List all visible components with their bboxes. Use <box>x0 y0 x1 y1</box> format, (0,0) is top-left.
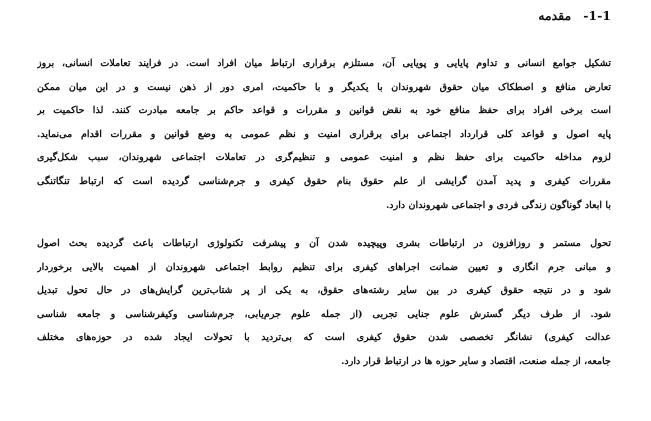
text-line: شود. از طرف دیگر گسترش علوم جنایی تجربی (از جمله علوم جرم‌یابی، جرم‌شناسی وکیفرشناسی و جامعه شناسی <box>37 308 611 320</box>
text-line: شود و در نتیجه حقوق کیفری در بین سایر رشته‌های حقوق، به یکی از پر شتاب‌ترین گرایش‌های در حال تحول تبدیل <box>37 285 611 297</box>
text-line: تحول مستمر و روزافزون در ارتباطات بشری وپیچیده شدن آن و پیشرفت تکنولوژی ارتباطات باعث گردیده بحث اصول <box>37 238 611 249</box>
text-line: پایه اصول و قواعد کلی قرارداد اجتماعی برای برقراری امنیت و نظم عمومی به وضع قوانین و مقررات اقدام می‌نماید. <box>37 128 611 140</box>
section-heading <box>538 8 611 23</box>
section-title: مقدمه <box>538 8 572 23</box>
text-line: با ابعاد گوناگون زندگی فردی و اجتماعی شهروندان دارد. <box>385 199 611 211</box>
text-line: تشکیل جوامع انسانی و تداوم پایایی و پویایی آن، مستلزم برقراری ارتباط میان افراد است. در فرایند تعاملات انسانی، بروز <box>37 58 611 69</box>
text-line: عدالت کیفری) نشانگر تخصصی شدن حقوق کیفری است که بی‌تردید با تحولات ایجاد شده در حوزه‌های مختلف <box>37 332 611 344</box>
text-line: تعارض منافع و اصطکاک میان حقوق شهروندان با یکدیگر و با حاکمیت، امری دور از ذهن نیست و در این میان ممکن <box>37 81 611 93</box>
text-line: مقررات کیفری و پدید آمدن گرایشی از علم حقوق بنام حقوق کیفری و جرم‌شناسی گردیده است که ارتباط تنگاتنگی <box>37 175 611 187</box>
text-line: است برخی افراد برای حفظ منافع خود به نقض قوانین و مقررات و قواعد حاکم بر جامعه مبادرت کنند. لذا حاکمیت بر <box>37 105 611 117</box>
section-number: 1-1- <box>583 8 611 23</box>
paragraph-1 <box>37 52 611 217</box>
text-line: و مبانی جرم انگاری و تعیین ضمانت اجراهای کیفری برای تنظیم روابط اجتماعی شهروندان از اهمیت بالایی برخوردار <box>37 261 611 273</box>
text-line: جامعه، از جمله صنعت، اقتصاد و سایر حوزه ها در ارتباط قرار دارد. <box>341 355 611 367</box>
text-line: لزوم مداخله حاکمیت برای حفظ نظم و امنیت عمومی و تنظیم‌گری در تعاملات اجتماعی شهروندان، سبب شکل‌گیری <box>37 152 611 164</box>
paragraph-2 <box>37 232 611 374</box>
